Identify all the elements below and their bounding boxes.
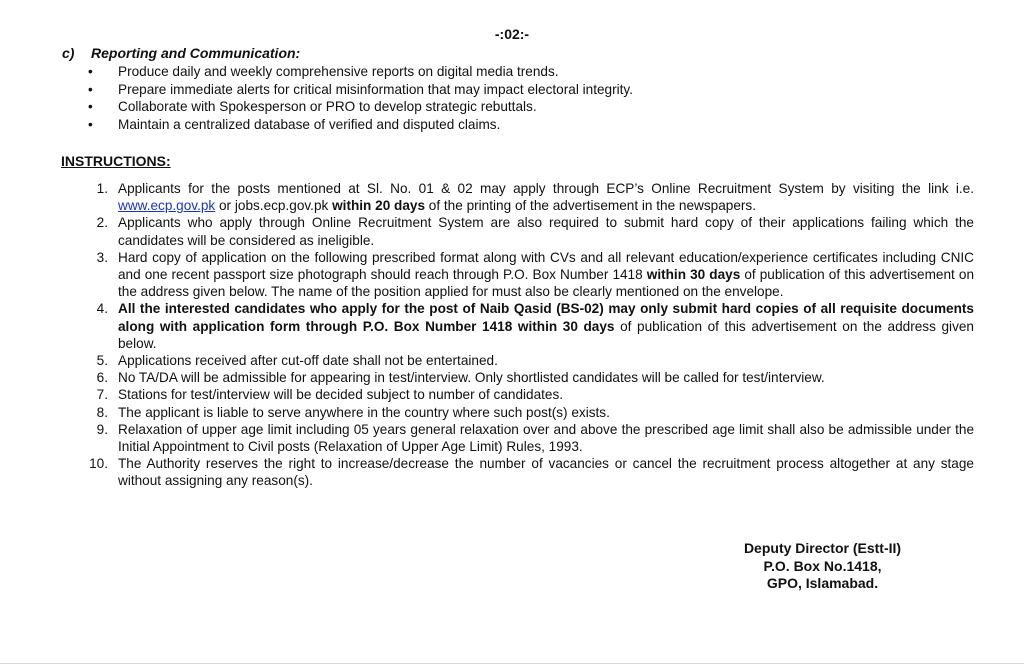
- ecp-website-link[interactable]: www.ecp.gov.pk: [118, 198, 216, 214]
- signatory-city: GPO, Islamabad.: [766, 575, 879, 592]
- item-number: 2.: [96, 215, 108, 231]
- instruction-text: of publication of this advertisement on the address given below. The name of the position applied for must also be clearly mentioned on the envelope.: [118, 267, 974, 300]
- item-number: 6.: [96, 370, 108, 386]
- list-item: [88, 116, 633, 134]
- instruction-bold-text: All the interested candidates who apply for the post of Naib Qasid (BS-02) may only submit hard copies of all requisite documents along with application form through P.O. Box Number 1418 within 30 days: [118, 301, 974, 334]
- instruction-text: The Authority reserves the right to increase/decrease the number of vacancies or cancel the recruitment process altogether at any stage without assigning any reason(s).: [118, 456, 974, 489]
- instruction-text: Applicants for the posts mentioned at Sl. No. 01 & 02 may apply through ECP’s Online Recruitment System by visiting the link i.e.: [118, 181, 974, 196]
- instruction-bold-text: within 30 days: [646, 267, 741, 283]
- instruction-text: The applicant is liable to serve anywhere in the country where such post(s) exists.: [118, 404, 610, 420]
- section-title: Reporting and Communication:: [91, 45, 301, 61]
- list-item: [88, 98, 633, 116]
- bullet-text: Prepare immediate alerts for critical misinformation that may impact electoral integrity.: [118, 81, 633, 97]
- instructions-list: [88, 180, 974, 490]
- instruction-text: of the printing of the advertisement in the newspapers.: [425, 198, 756, 214]
- bullet-text: Collaborate with Spokesperson or PRO to develop strategic rebuttals.: [118, 99, 537, 115]
- bullet-icon: •: [88, 81, 93, 97]
- section-c-heading: [62, 45, 300, 61]
- section-letter: c): [62, 45, 75, 61]
- item-number: 3.: [96, 249, 108, 265]
- list-item: [88, 63, 633, 81]
- page-number: -:02:-: [494, 26, 530, 42]
- signature-block: [700, 540, 945, 593]
- instruction-text: Stations for test/interview will be decided subject to number of candidates.: [118, 387, 564, 403]
- instruction-item: [88, 180, 974, 214]
- instruction-item: [88, 386, 974, 403]
- instructions-heading: INSTRUCTIONS:: [61, 153, 171, 169]
- instruction-item: [88, 300, 974, 352]
- item-number: 7.: [96, 387, 108, 403]
- page-bottom-divider: [0, 663, 1024, 664]
- instruction-item: [88, 369, 974, 386]
- instruction-item: [88, 249, 974, 301]
- item-number: 1.: [96, 181, 108, 196]
- bullet-icon: •: [88, 116, 93, 132]
- instruction-text: Applications received after cut-off date shall not be entertained.: [118, 353, 498, 369]
- instruction-item: [88, 352, 974, 369]
- instruction-item: [88, 421, 974, 455]
- instruction-item: [88, 404, 974, 421]
- instruction-text: of publication of this advertisement on the address given below.: [118, 318, 974, 351]
- bullet-icon: •: [88, 99, 93, 115]
- instruction-text: Applicants who apply through Online Recruitment System are also required to submit hard copy of their applications failing which the candidates will be considered as ineligible.: [118, 215, 974, 248]
- section-c-bullet-list: [88, 63, 633, 133]
- bullet-text: Maintain a centralized database of verified and disputed claims.: [118, 116, 501, 132]
- signatory-title: Deputy Director (Estt-II): [743, 540, 902, 556]
- item-number: 4.: [96, 301, 108, 317]
- bullet-icon: •: [88, 64, 93, 79]
- item-number: 8.: [96, 404, 108, 420]
- instruction-text: Hard copy of application on the following prescribed format along with CVs and all relevant education/experience certificates including CNIC and one recent passport size photograph should reach through P.O. Box Number 1418: [118, 249, 974, 283]
- item-number: 9.: [96, 421, 108, 437]
- instruction-item: [88, 455, 974, 489]
- item-number: 10.: [89, 456, 108, 472]
- instruction-item: [88, 214, 974, 248]
- bullet-text: Produce daily and weekly comprehensive reports on digital media trends.: [118, 64, 559, 79]
- instruction-text: or jobs.ecp.gov.pk: [215, 198, 333, 214]
- instruction-bold-text: within 20 days: [332, 198, 426, 214]
- list-item: [88, 81, 633, 99]
- item-number: 5.: [96, 353, 108, 369]
- instruction-text: Relaxation of upper age limit including 05 years general relaxation over and above the prescribed age limit shall also be admissible under the Initial Appointment to Civil posts (Relaxation of Upper Age Limit) Rules, 1993.: [118, 421, 974, 455]
- instruction-text: No TA/DA will be admissible for appearing in test/interview. Only shortlisted candidates will be called for test/interview.: [118, 370, 825, 386]
- signatory-po-box: P.O. Box No.1418,: [763, 557, 882, 574]
